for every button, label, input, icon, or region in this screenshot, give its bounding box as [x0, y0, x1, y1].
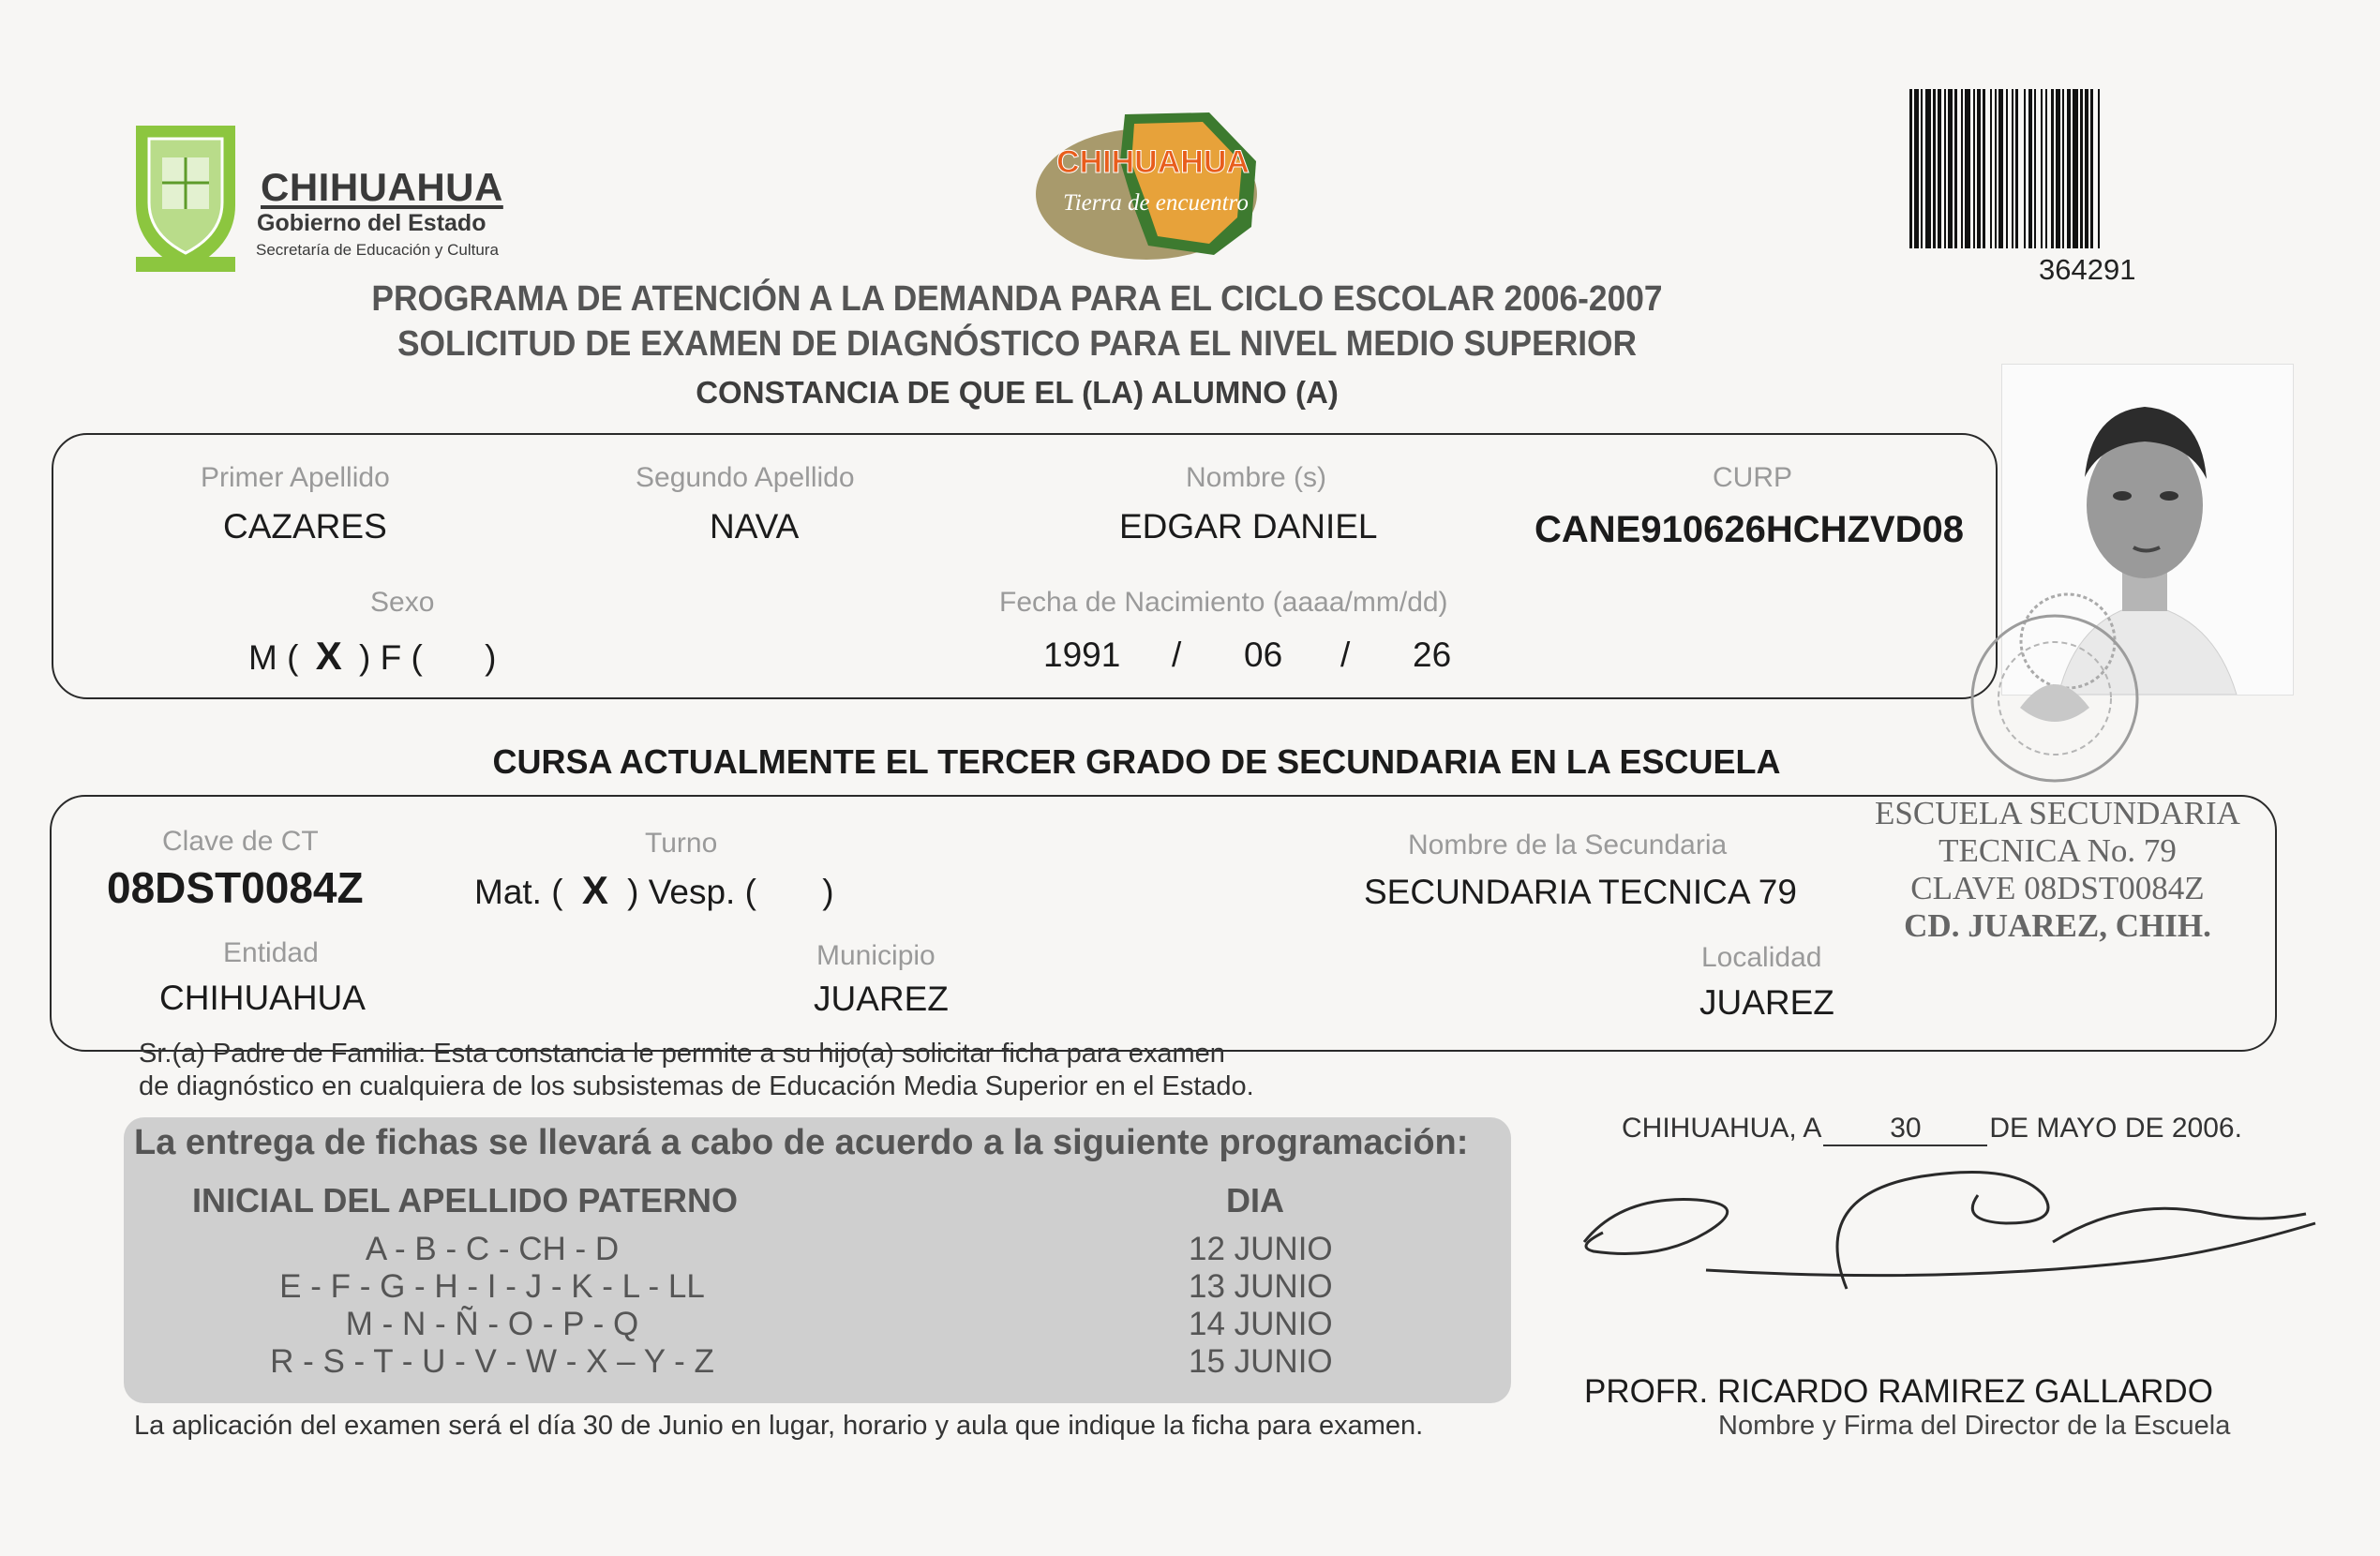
first-surname-value: CAZARES: [223, 507, 387, 546]
director-role: Nombre y Firma del Director de la Escuela: [1718, 1411, 2231, 1441]
curp-label: CURP: [1713, 462, 1793, 493]
sex-f-close: ): [485, 638, 497, 677]
stamp-line-4: CD. JUAREZ, CHIH.: [1904, 907, 2211, 944]
center-logo-tagline: Tierra de encuentro: [1063, 190, 1249, 216]
sex-label: Sexo: [370, 587, 435, 618]
schedule-row-day: 15 JUNIO: [1189, 1343, 1333, 1380]
state-value: CHIHUAHUA: [159, 979, 366, 1017]
schedule-row-letters: A - B - C - CH - D: [365, 1231, 620, 1267]
ct-label: Clave de CT: [162, 826, 319, 857]
header-certificate: CONSTANCIA DE QUE EL (LA) ALUMNO (A): [696, 375, 1339, 410]
locality-label: Localidad: [1701, 942, 1822, 973]
ct-value: 08DST0084Z: [107, 863, 364, 912]
date-day: 30: [1823, 1113, 1987, 1146]
birth-sep-1: /: [1172, 636, 1182, 674]
stamp-line-1: ESCUELA SECUNDARIA: [1875, 795, 2240, 831]
schedule-row-letters: R - S - T - U - V - W - X – Y - Z: [270, 1343, 714, 1380]
exam-note: La aplicación del examen será el día 30 de Junio en lugar, horario y aula que indique la ficha para examen.: [134, 1411, 1424, 1441]
shift-mat-label: Mat. (: [474, 873, 563, 911]
date-suffix: DE MAYO DE 2006.: [1989, 1113, 2242, 1144]
barcode: [1909, 89, 2272, 248]
schedule-row-letters: M - N - Ñ - O - P - Q: [345, 1306, 639, 1342]
schedule-row-day: 12 JUNIO: [1189, 1231, 1333, 1267]
curp-value: CANE910626HCHZVD08: [1534, 509, 1964, 550]
schedule-row-day: 14 JUNIO: [1189, 1306, 1333, 1342]
schedule-row-day: 13 JUNIO: [1189, 1268, 1333, 1305]
header-program: PROGRAMA DE ATENCIÓN A LA DEMANDA PARA EL CICLO ESCOLAR 2006-2007: [371, 279, 1663, 319]
stamp-line-3: CLAVE 08DST0084Z: [1910, 870, 2205, 906]
state-label: Entidad: [223, 937, 319, 968]
center-logo-title: CHIHUAHUA: [1056, 144, 1250, 180]
locality-value: JUAREZ: [1699, 983, 1834, 1022]
state-name: CHIHUAHUA: [261, 165, 503, 209]
header-request: SOLICITUD DE EXAMEN DE DIAGNÓSTICO PARA EL NIVEL MEDIO SUPERIOR: [397, 324, 1638, 364]
municipality-value: JUAREZ: [814, 980, 949, 1018]
first-surname-label: Primer Apellido: [201, 462, 390, 493]
shift-mark: X: [581, 868, 608, 912]
director-signature: [1565, 1158, 2343, 1326]
parent-note-line-1: Sr.(a) Padre de Familia: Esta constancia le permite a su hijo(a) solicitar ficha para examen: [139, 1039, 1225, 1069]
name-value: EDGAR DANIEL: [1119, 507, 1378, 546]
school-stamp: [1837, 795, 2278, 945]
department-label: Secretaría de Educación y Cultura: [256, 241, 499, 259]
schedule-initial-header: INICIAL DEL APELLIDO PATERNO: [192, 1181, 739, 1219]
date-prefix: CHIHUAHUA, A: [1622, 1113, 1822, 1144]
name-label: Nombre (s): [1186, 462, 1327, 493]
shift-label: Turno: [645, 828, 718, 859]
school-name-value: SECUNDARIA TECNICA 79: [1364, 873, 1797, 911]
shift-vesp-label: ) Vesp. (: [627, 873, 756, 911]
official-seal-icon: [1964, 605, 2147, 792]
schedule-title: La entrega de fichas se llevará a cabo de acuerdo a la siguiente programación:: [134, 1123, 1469, 1162]
birth-sep-2: /: [1340, 636, 1351, 674]
enrollment-title: CURSA ACTUALMENTE EL TERCER GRADO DE SECUNDARIA EN LA ESCUELA: [492, 742, 1781, 781]
parent-note-line-2: de diagnóstico en cualquiera de los subsistemas de Educación Media Superior en el Estado.: [139, 1071, 1254, 1101]
birth-day: 26: [1413, 636, 1452, 674]
sex-mark: X: [315, 634, 342, 678]
government-label: Gobierno del Estado: [257, 210, 486, 236]
municipality-label: Municipio: [816, 940, 936, 971]
sex-field: [248, 634, 496, 679]
schedule-row-letters: E - F - G - H - I - J - K - L - LL: [279, 1268, 705, 1305]
barcode-number: 364291: [2039, 253, 2136, 286]
director-name: PROFR. RICARDO RAMIREZ GALLARDO: [1584, 1373, 2213, 1410]
sex-m-label: M (: [248, 638, 299, 677]
birth-year: 1991: [1043, 636, 1121, 674]
school-name-label: Nombre de la Secundaria: [1408, 830, 1728, 860]
birth-label: Fecha de Nacimiento (aaaa/mm/dd): [999, 587, 1448, 618]
shift-field: [474, 868, 834, 913]
chihuahua-tierra-logo: [1036, 105, 1280, 264]
stamp-line-2: TECNICA No. 79: [1938, 832, 2177, 869]
schedule-day-header: DIA: [1226, 1181, 1284, 1219]
state-shield-logo: [127, 116, 245, 276]
sex-f-label: ) F (: [359, 638, 423, 677]
birth-month: 06: [1244, 636, 1283, 674]
date-line: [1622, 1113, 2242, 1146]
second-surname-value: NAVA: [710, 507, 800, 546]
shift-vesp-close: ): [822, 873, 834, 911]
second-surname-label: Segundo Apellido: [636, 462, 855, 493]
